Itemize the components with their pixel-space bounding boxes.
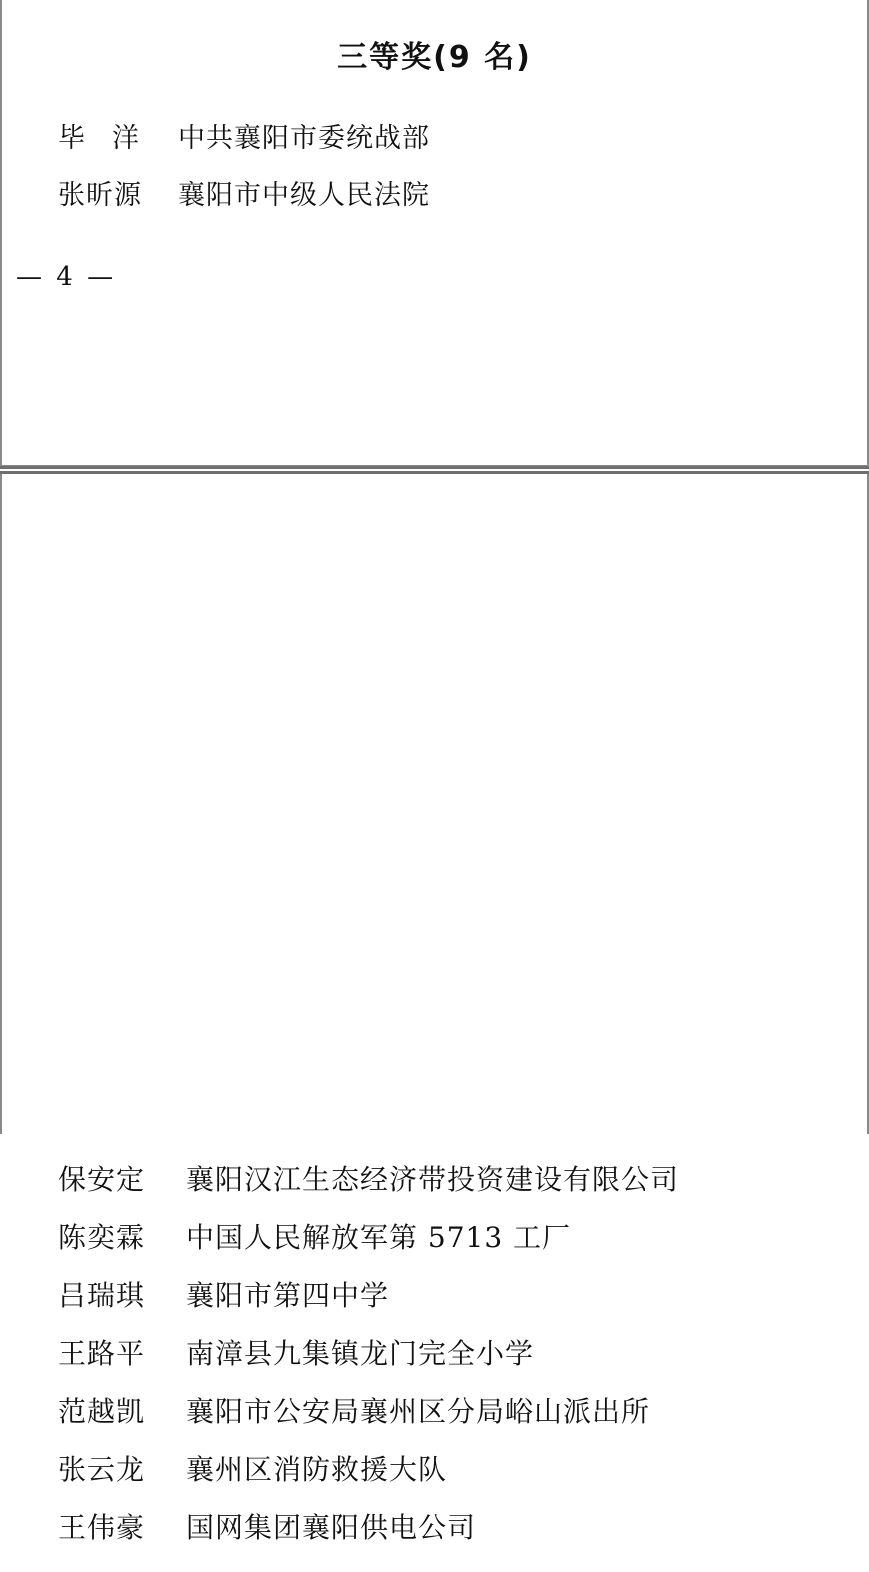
page-fragment-bottom <box>0 474 869 1544</box>
entry-organization: 襄州区消防救援大队 <box>186 1453 448 1486</box>
entry-organization: 襄阳市第四中学 <box>186 1279 390 1312</box>
entry-name: 吕瑞琪 <box>58 1279 146 1312</box>
entry-organization: 南漳县九集镇龙门完全小学 <box>186 1337 535 1370</box>
entry-name: 毕 洋 <box>58 123 139 154</box>
list-item <box>58 182 818 209</box>
entry-name: 保安定 <box>58 1163 146 1196</box>
entry-name: 张云龙 <box>58 1453 146 1486</box>
page-title: 三等奖(9 名) <box>337 40 532 75</box>
entry-name: 王路平 <box>58 1337 146 1370</box>
entry-organization: 中共襄阳市委统战部 <box>178 123 430 154</box>
entry-name: 范越凯 <box>58 1395 146 1428</box>
page-divider <box>0 466 869 474</box>
entry-name: 王伟豪 <box>58 1511 146 1544</box>
award-entry-list-bottom <box>58 1163 838 1572</box>
list-item <box>58 125 818 152</box>
entry-organization: 襄阳市中级人民法院 <box>178 180 430 211</box>
entry-name: 张昕源 <box>58 180 142 211</box>
entry-organization: 襄阳汉江生态经济带投资建设有限公司 <box>186 1163 680 1196</box>
award-entry-list-top <box>58 125 818 239</box>
entry-organization: 襄阳市公安局襄州区分局峪山派出所 <box>186 1395 651 1428</box>
list-item <box>58 1163 838 1196</box>
list-item <box>58 1337 838 1370</box>
list-item <box>58 1395 838 1428</box>
list-item <box>58 1279 838 1312</box>
list-item <box>58 1511 838 1544</box>
page-fragment-top <box>0 0 869 466</box>
entry-name: 陈奕霖 <box>58 1221 146 1254</box>
list-item <box>58 1453 838 1486</box>
list-item <box>58 1221 838 1254</box>
entry-organization: 国网集团襄阳供电公司 <box>186 1511 477 1544</box>
entry-organization: 中国人民解放军第 5713 工厂 <box>186 1221 572 1254</box>
page-number-marker: — 4 — <box>16 262 117 292</box>
